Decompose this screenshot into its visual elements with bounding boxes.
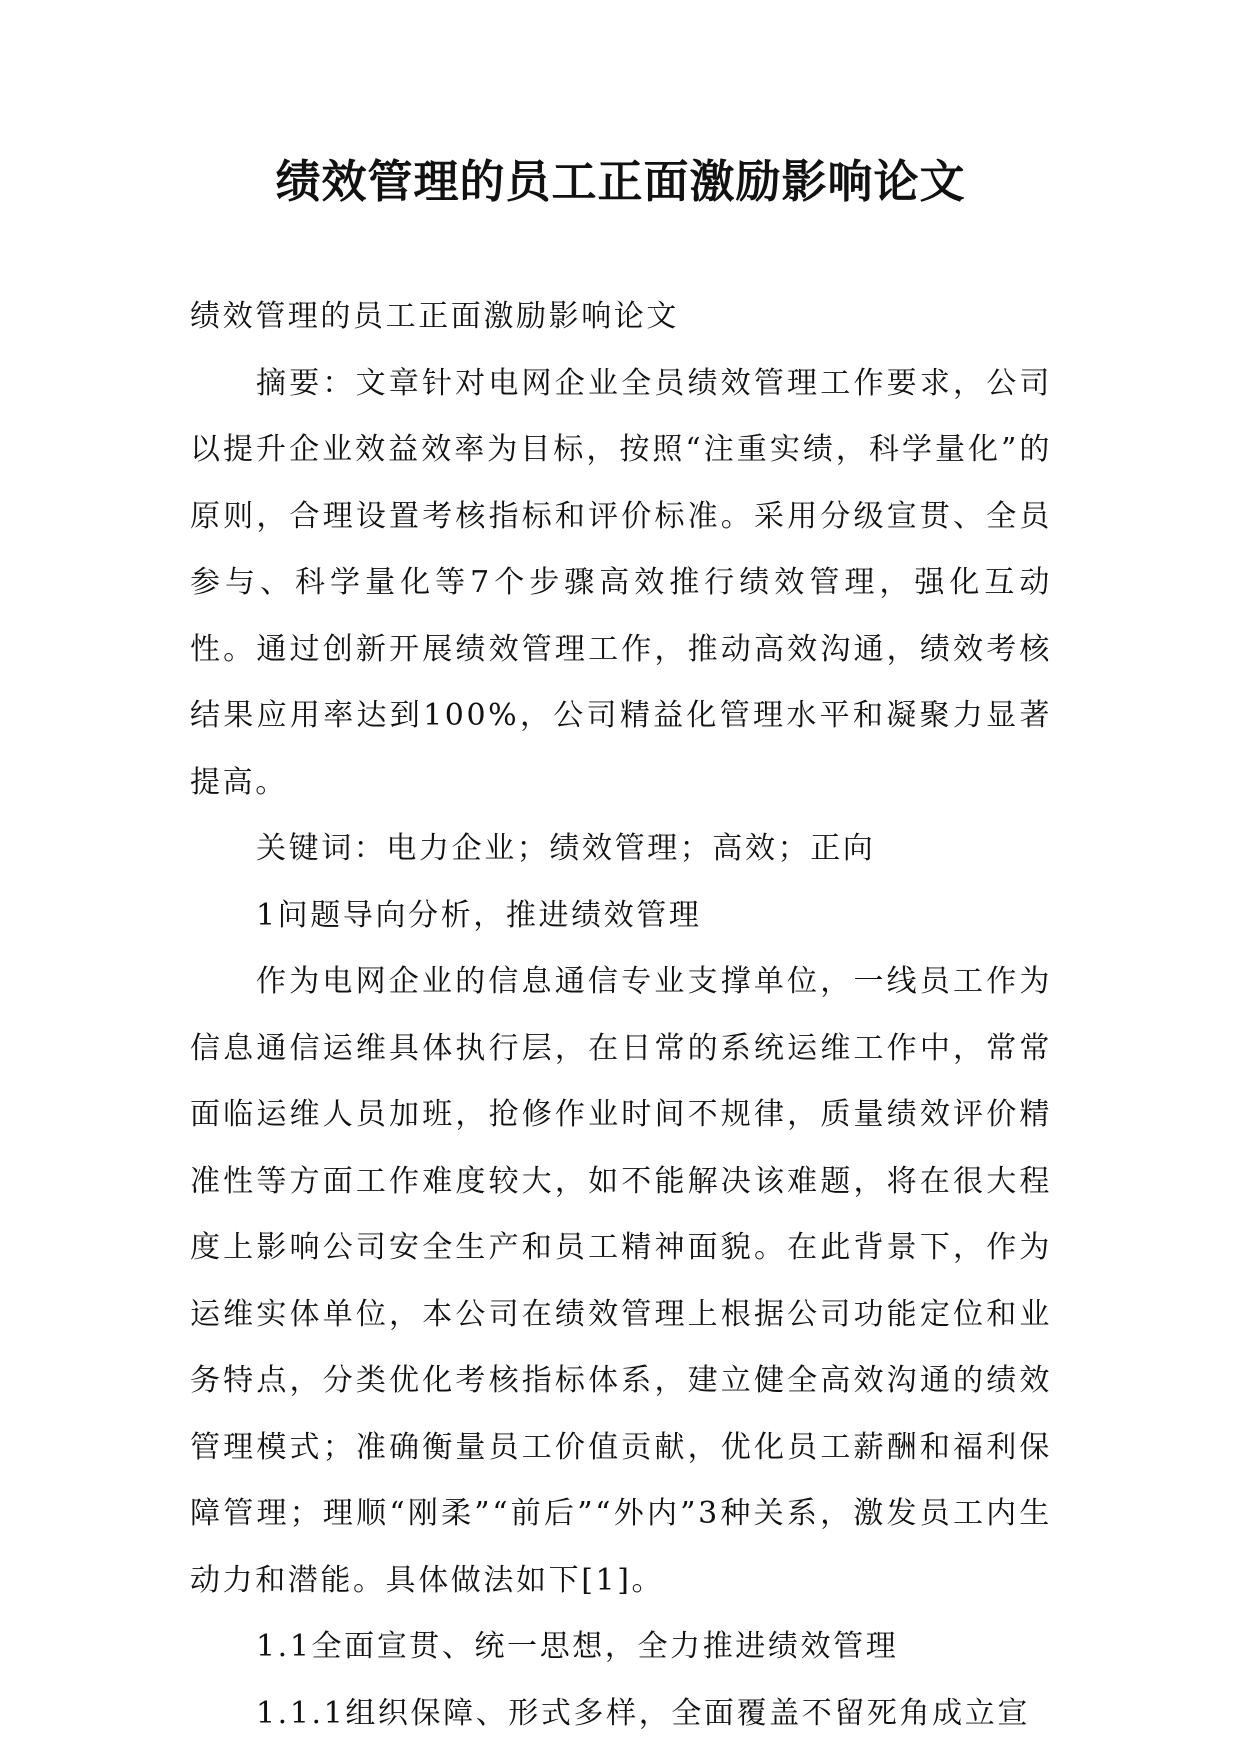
section-heading-1: 1问题导向分析，推进绩效管理: [256, 897, 702, 933]
section-heading-1-1-1: 1.1.1组织保障、形式多样，全面覆盖不留死角成立宣: [256, 1695, 1030, 1731]
section-heading-1-1: 1.1全面宣贯、统一思想，全力推进绩效管理: [256, 1629, 899, 1664]
subtitle-paragraph: 绩效管理的员工正面激励影响论文: [190, 299, 679, 334]
keywords-paragraph: 关键词：电力企业；绩效管理；高效；正向: [256, 831, 876, 866]
document-body: [190, 284, 1052, 1747]
body-paragraph: 作为电网企业的信息通信专业支撑单位，一线员工作为信息通信运维具体执行层，在日常的系统运维工作中，常常面临运维人员加班，抢修作业时间不规律，质量绩效评价精准性等方面工作难度较大，如不能解决该难题，将在很大程度上影响公司安全生产和员工精神面貌。在此背景下，作为运维实体单位，本公司在绩效管理上根据公司功能定位和业务特点，分类优化考核指标体系，建立健全高效沟通的绩效管理模式；准确衡量员工价值贡献，优化员工薪酬和福利保障管理；理顺“刚柔”“前后”“外内”3种关系，激发员工内生动力和潜能。具体做法如下[1]。: [190, 964, 1052, 1598]
abstract-paragraph: 摘要：文章针对电网企业全员绩效管理工作要求，公司以提升企业效益效率为目标，按照“注重实绩，科学量化”的原则，合理设置考核指标和评价标准。采用分级宣贯、全员参与、科学量化等7个步骤高效推行绩效管理，强化互动性。通过创新开展绩效管理工作，推动高效沟通，绩效考核结果应用率达到100%，公司精益化管理水平和凝聚力显著提高。: [190, 365, 1052, 800]
document-title: 绩效管理的员工正面激励影响论文: [275, 155, 966, 208]
